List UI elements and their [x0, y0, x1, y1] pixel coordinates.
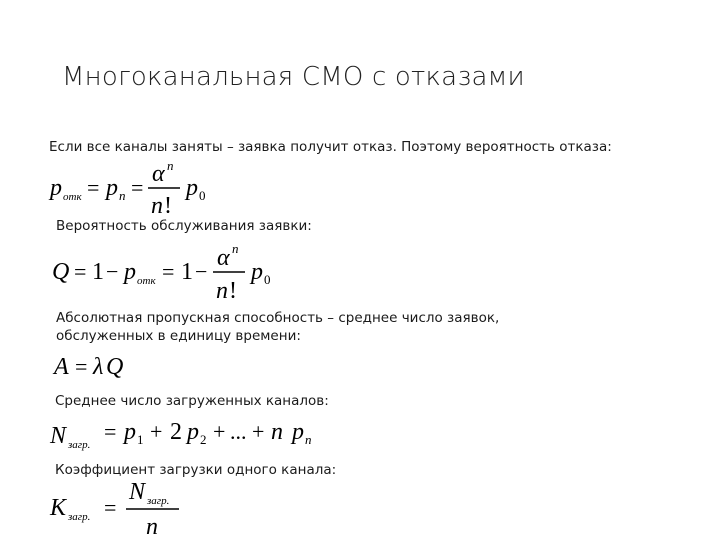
text-channel-load-coefficient: Коэффициент загрузки одного канала:: [55, 462, 337, 478]
svg-text:!: !: [229, 278, 237, 304]
svg-text:отк: отк: [63, 191, 82, 203]
svg-text:n: n: [232, 241, 239, 256]
formula-service-probability: [46, 241, 306, 303]
text-throughput-line1: Абсолютная пропускная способность – среднее число заявок,: [56, 310, 500, 326]
svg-text:1: 1: [92, 259, 104, 285]
formula-refusal-probability: [46, 160, 286, 218]
svg-text:+: +: [150, 419, 163, 444]
svg-text:отк: отк: [137, 275, 156, 287]
svg-text:K: K: [50, 495, 67, 521]
formula-channel-load-coefficient: [46, 480, 246, 538]
svg-text:загр.: загр.: [68, 511, 91, 523]
svg-text:N: N: [129, 479, 146, 505]
text-service-probability: Вероятность обслуживания заявки:: [56, 218, 312, 234]
svg-text:−: −: [106, 259, 119, 284]
svg-text:=: =: [131, 175, 144, 200]
svg-text:p: p: [187, 419, 199, 445]
svg-text:n: n: [119, 188, 126, 203]
svg-text:n: n: [146, 514, 158, 540]
svg-text:p: p: [106, 175, 118, 201]
svg-text:α: α: [217, 245, 230, 271]
svg-text:n: n: [167, 158, 174, 173]
svg-text:n: n: [216, 278, 228, 304]
svg-text:=: =: [75, 354, 88, 379]
svg-text:1: 1: [137, 432, 144, 447]
svg-text:N: N: [50, 423, 67, 449]
svg-text:2: 2: [170, 419, 182, 445]
svg-text:1: 1: [181, 259, 193, 285]
svg-text:0: 0: [199, 188, 206, 203]
svg-text:n: n: [271, 419, 283, 445]
svg-text:α: α: [152, 161, 165, 187]
svg-text:p: p: [251, 259, 263, 285]
svg-text:+: +: [213, 419, 226, 444]
svg-text:p: p: [124, 419, 136, 445]
svg-text:2: 2: [200, 432, 207, 447]
svg-text:=: =: [74, 259, 87, 284]
svg-text:−: −: [195, 259, 208, 284]
svg-text:p: p: [124, 259, 136, 285]
svg-text:!: !: [164, 193, 172, 219]
svg-text:λ: λ: [93, 354, 104, 380]
svg-text:n: n: [305, 432, 312, 447]
svg-text:p: p: [292, 419, 304, 445]
svg-text:загр.: загр.: [68, 439, 91, 451]
svg-text:p: p: [186, 175, 198, 201]
svg-text:0: 0: [264, 272, 271, 287]
svg-text:Q: Q: [52, 259, 70, 285]
svg-text:=: =: [104, 495, 117, 520]
formula-busy-channels: [46, 415, 346, 455]
svg-text:+: +: [252, 419, 265, 444]
text-busy-channels: Среднее число загруженных каналов:: [55, 393, 329, 409]
svg-text:...: ...: [230, 419, 247, 444]
formula-absolute-throughput: [46, 350, 156, 382]
svg-text:=: =: [87, 175, 100, 200]
svg-text:=: =: [104, 419, 117, 444]
svg-text:Q: Q: [106, 354, 124, 380]
svg-text:A: A: [54, 354, 69, 380]
svg-text:загр.: загр.: [147, 495, 170, 507]
svg-text:n: n: [151, 193, 163, 219]
slide-title: Многоканальная СМО с отказами: [62, 62, 525, 92]
text-refusal-condition: Если все каналы заняты – заявка получит отказ. Поэтому вероятность отказа:: [49, 139, 612, 155]
svg-text:p: p: [50, 175, 62, 201]
svg-text:=: =: [162, 259, 175, 284]
text-throughput-line2: обслуженных в единицу времени:: [56, 328, 301, 344]
